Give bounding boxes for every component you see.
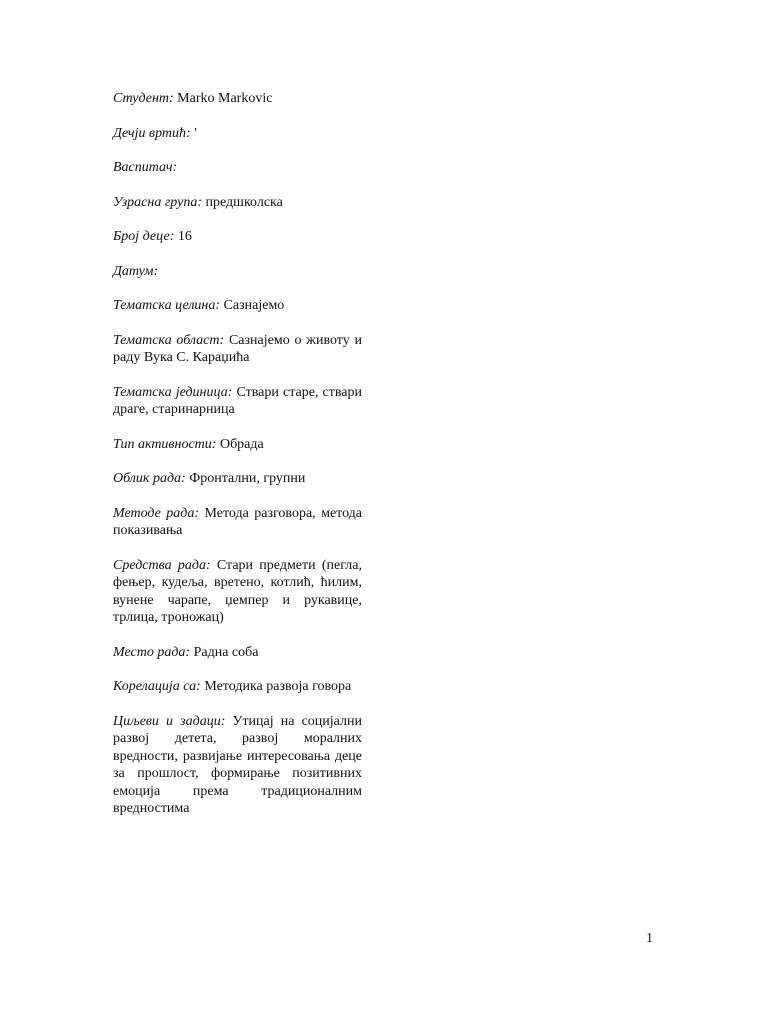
field-teacher: Васпитач: [113,160,178,175]
field-work-form: Облик рада: Фронтални, групни [113,471,306,486]
field-thematic-lesson: Тематска јединица: Ствари старе, ствари драге, старинарница [113,384,362,417]
field-goals: Циљеви и задаци: Утицај на социјални развој детета, развој моралних вредности, развијање интересовања деце за прошлост, формирање позитивних емоција према традиционалним вредностима [113,713,362,816]
field-label: Облик рада [113,471,182,486]
lesson-plan-fields [113,90,362,835]
field-age-group: Узрасна група: предшколска [113,194,283,210]
field-activity-type: Тип активности: Обрада [113,436,264,452]
field-kindergarten: Дечји вртић: ' [113,125,197,141]
field-label: Број деце [113,229,170,244]
page-number: 1 [646,931,653,946]
field-label: Васпитач [113,160,173,175]
field-work-methods: Методе рада: Метода разговора, метода показивања [113,505,363,538]
field-value: ' [194,125,197,141]
field-children-count: Број деце: 16 [113,229,192,244]
field-value: Утицај на социјални развој детета, развој моралних вредности, развијање интересовања деце за прошлост, формирање позитивних емоција према традиционалним вредностима [113,713,362,816]
field-label: Датум [113,263,154,279]
field-thematic-area: Тематска област: Сазнајемо о животу и раду Вука С. Караџића [113,332,363,365]
field-label: Циљеви и задаци [113,713,221,729]
field-value: Стари предмети (пегла, фењер, кудеља, вретено, котлић, ћилим, вунене чарапе, џемпер и рукавице, трлица, троножац) [113,557,362,625]
field-value: Сазнајемо [223,298,285,313]
field-value: Ствари старе, ствари драге, старинарница [113,384,362,417]
field-label: Студент [113,91,169,106]
field-date: Датум: [113,263,159,279]
field-value: Радна соба [193,644,259,660]
field-value: Метода разговора, метода показивања [113,505,363,538]
field-label: Дечји вртић [113,125,187,141]
field-work-materials: Средства рада: Стари предмети (пегла, фењер, кудеља, вретено, котлић, ћилим, вунене чарапе, џемпер и рукавице, трлица, троножац) [113,557,362,625]
field-label: Тип активности [113,436,212,452]
field-label: Корелација са [113,679,197,694]
field-work-place: Место рада: Радна соба [113,644,259,660]
field-value: Marko Markovic [177,91,273,106]
field-value: 16 [177,229,192,244]
field-value: Сазнајемо о животу и раду Вука С. Караџића [113,332,363,365]
field-label: Место рада [113,644,186,660]
field-label: Тематска целина [113,298,216,313]
field-value: Обрада [219,436,264,452]
field-value: Фронтални, групни [189,471,306,486]
field-label: Методе рада [113,505,195,521]
field-value: Методика развоја говора [204,679,352,694]
field-label: Узрасна група [113,194,198,210]
field-thematic-unit: Тематска целина: Сазнајемо [113,298,285,313]
field-value: предшколска [205,194,283,210]
field-label: Средства рада [113,557,206,573]
field-student: Студент: Marko Markovic [113,91,273,106]
field-correlation: Корелација са: Методика развоја говора [113,679,352,694]
field-label: Тематска област [113,332,220,348]
field-label: Тематска јединица [113,384,228,400]
